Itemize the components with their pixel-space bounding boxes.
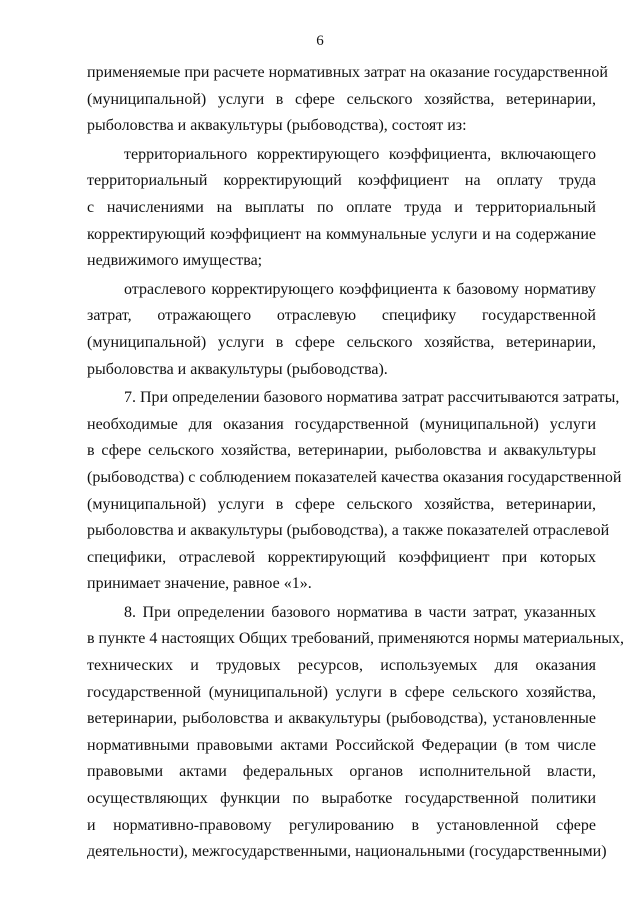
paragraph-item-8 — [87, 600, 625, 866]
document-body — [87, 60, 625, 866]
paragraph-cost-components-intro — [87, 60, 608, 140]
text-line: рыболовства и аквакультуры (рыбоводства), состоят из: — [87, 117, 467, 135]
text-line: в пункте 4 настоящих Общих требований, применяются нормы материальных, — [87, 630, 625, 648]
text-line: (рыбоводства) с соблюдением показателей качества оказания государственной — [87, 468, 622, 486]
text-line: применяемые при расчете нормативных затрат на оказание государственной — [87, 64, 608, 81]
text-line: ветеринарии, рыболовства и аквакультуры (рыбоводства), установленные — [87, 710, 596, 728]
text-line: недвижимого имущества; — [87, 252, 263, 270]
paragraph-territorial-coefficient — [87, 142, 596, 275]
text-line: (муниципальной) услуги в сфере сельского хозяйства, ветеринарии, — [87, 333, 596, 351]
text-line: территориального корректирующего коэффициента, включающего — [124, 145, 596, 163]
text-line: 8. При определении базового норматива в части затрат, указанных — [124, 603, 596, 621]
text-line: 7. При определении базового норматива затрат рассчитываются затраты, — [124, 389, 620, 407]
page-number: 6 — [316, 33, 324, 49]
text-line: рыболовства и аквакультуры (рыбоводства), а также показателей отраслевой — [87, 522, 610, 540]
text-line: в сфере сельского хозяйства, ветеринарии, рыболовства и аквакультуры — [87, 442, 596, 460]
text-line: (муниципальной) услуги в сфере сельского хозяйства, ветеринарии, — [87, 495, 596, 513]
text-line: необходимые для оказания государственной (муниципальной) услуги — [87, 415, 596, 433]
text-line: государственной (муниципальной) услуги в сфере сельского хозяйства, — [87, 683, 596, 701]
text-line: отраслевого корректирующего коэффициента к базовому нормативу — [124, 280, 596, 298]
paragraph-sectoral-coefficient — [87, 277, 596, 383]
text-line: нормативными правовыми актами Российской Федерации (в том числе — [87, 736, 596, 754]
text-line: правовыми актами федеральных органов исполнительной власти, — [87, 763, 596, 781]
text-line: с начислениями на выплаты по оплате труда и территориальный — [87, 198, 596, 216]
text-line: рыболовства и аквакультуры (рыбоводства). — [87, 360, 388, 378]
paragraph-item-7 — [87, 385, 622, 598]
text-line: корректирующий коэффициент на коммунальные услуги и на содержание — [87, 225, 596, 243]
text-line: технических и трудовых ресурсов, используемых для оказания — [87, 657, 596, 675]
text-line: принимает значение, равное «1». — [87, 575, 312, 593]
text-line: осуществляющих функции по выработке государственной политики — [87, 790, 596, 808]
text-line: специфики, отраслевой корректирующий коэффициент при которых — [87, 548, 596, 566]
text-line: территориальный корректирующий коэффициент на оплату труда — [87, 172, 596, 190]
text-line: деятельности), межгосударственными, национальными (государственными) — [87, 843, 607, 861]
text-line: затрат, отражающего отраслевую специфику государственной — [87, 307, 596, 325]
text-line: и нормативно-правовому регулированию в установленной сфере — [87, 816, 596, 834]
text-line: (муниципальной) услуги в сфере сельского хозяйства, ветеринарии, — [87, 90, 596, 108]
